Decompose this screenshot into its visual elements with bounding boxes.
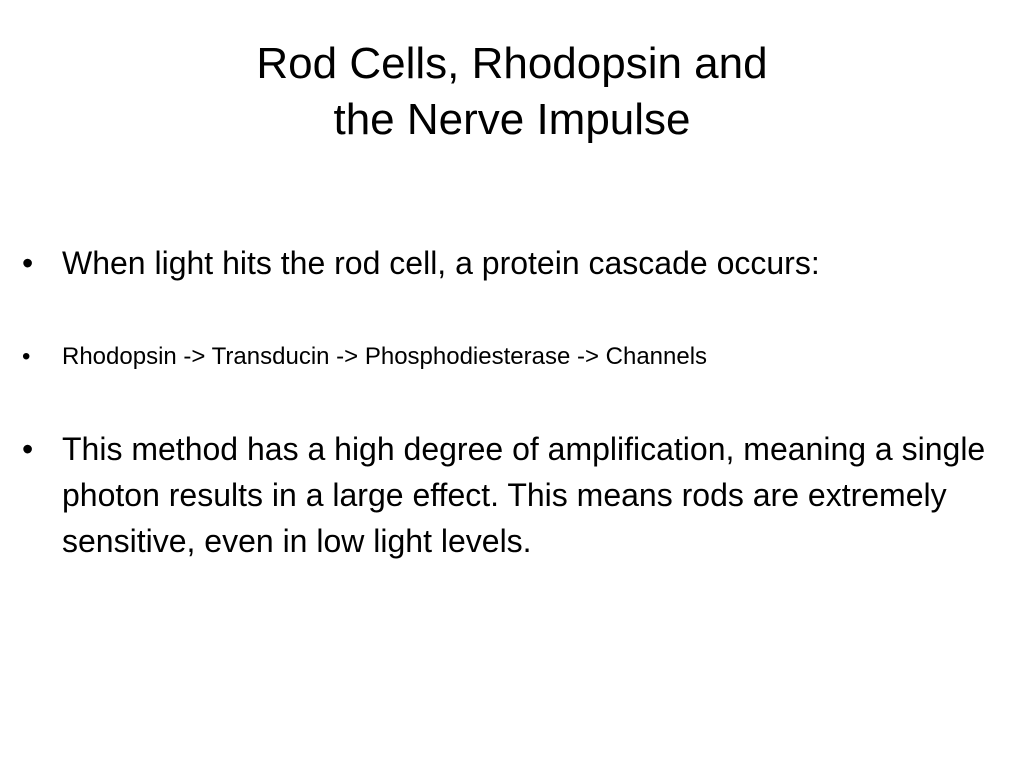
title-line-1: Rod Cells, Rhodopsin and bbox=[256, 39, 768, 88]
bullet-text: This method has a high degree of amplification, meaning a single photon results in a large effect. This means rods are extremely sensitive, even in low light levels. bbox=[62, 431, 986, 559]
bullet-text: When light hits the rod cell, a protein cascade occurs: bbox=[62, 245, 820, 281]
bullet-item-cascade-chain bbox=[22, 340, 992, 374]
bullet-list bbox=[22, 240, 992, 564]
slide-title bbox=[60, 36, 964, 148]
bullet-item-light-cascade bbox=[22, 240, 992, 286]
title-line-2: the Nerve Impulse bbox=[333, 95, 691, 144]
bullet-text: Rhodopsin -> Transducin -> Phosphodiesterase -> Channels bbox=[62, 343, 708, 370]
bullet-icon: • bbox=[22, 245, 34, 281]
bullet-icon: • bbox=[22, 343, 31, 370]
bullet-item-amplification bbox=[22, 426, 992, 564]
bullet-icon: • bbox=[22, 431, 34, 467]
